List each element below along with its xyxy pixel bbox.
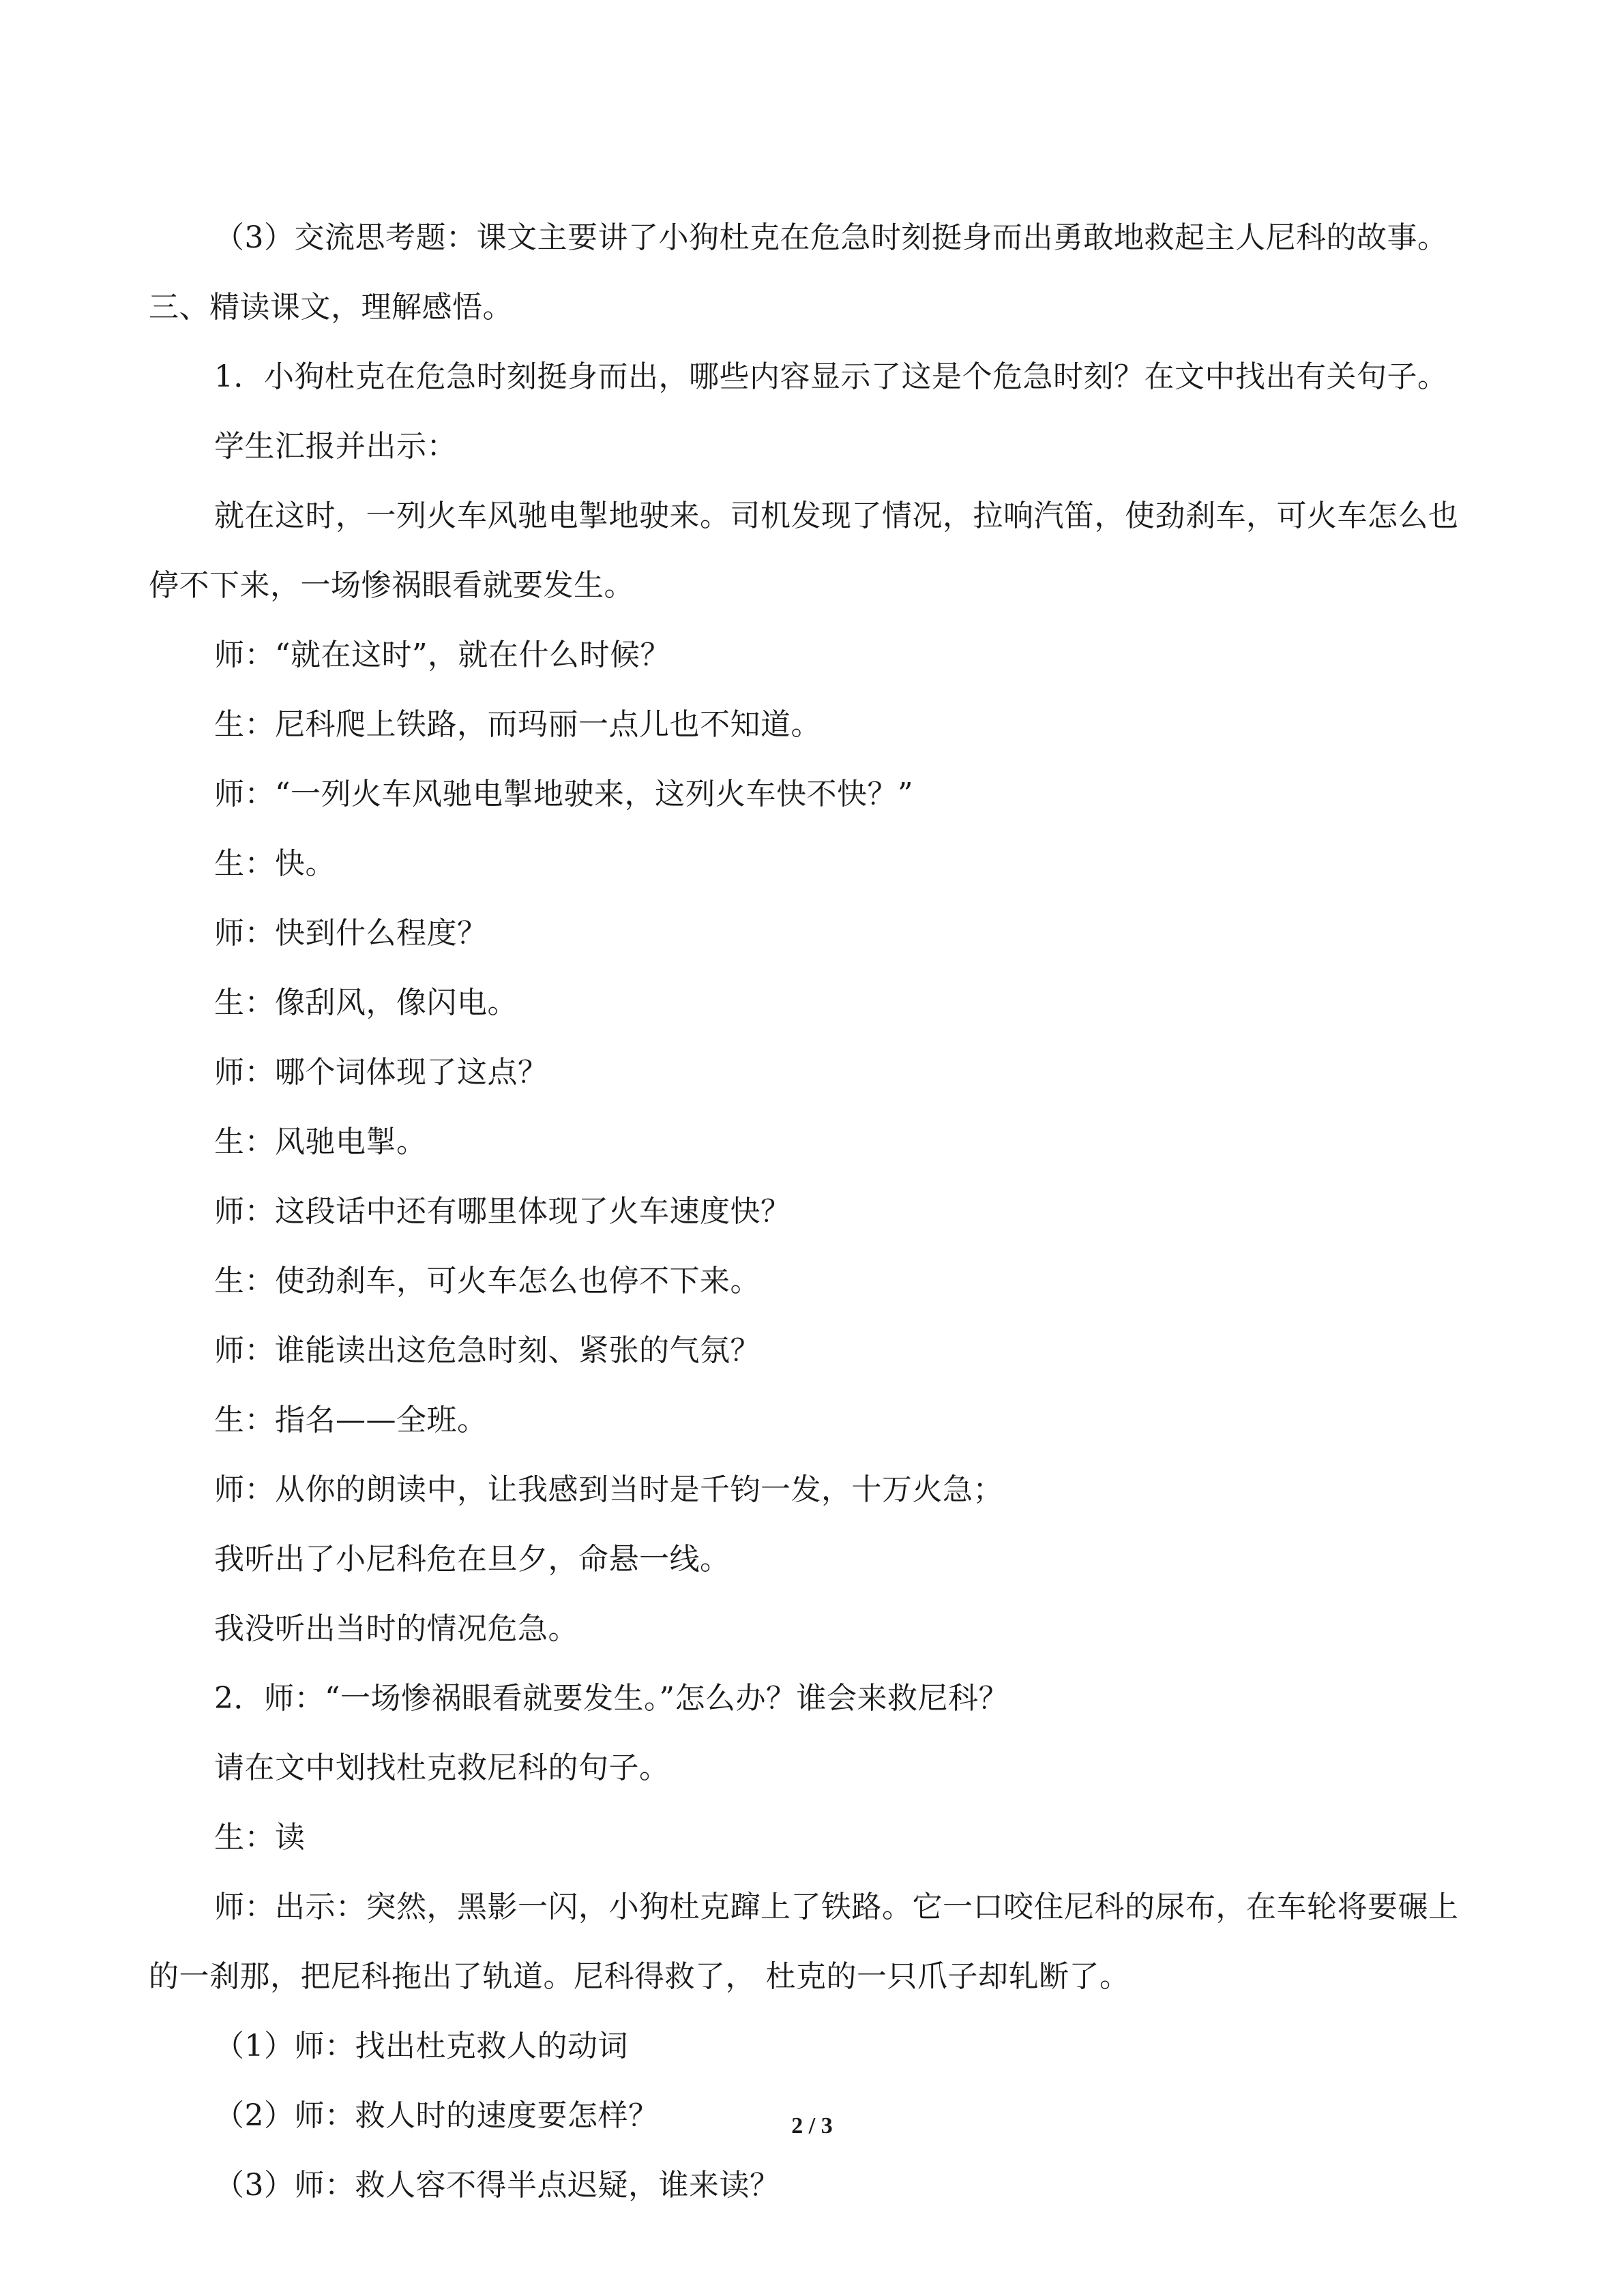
sub-question-2: （2）师：救人时的速度要怎样？ <box>214 2098 659 2133</box>
paragraph-quoted-text-train: 就在这时，一列火车风驰电掣地驶来。司机发现了情况，拉响汽笛，使劲刹车，可火车怎么也停不下来，一场惨祸眼看就要发生。 <box>149 498 1459 603</box>
paragraph-student-report: 学生汇报并出示： <box>214 429 457 464</box>
paragraph-instruction: 请在文中划找杜克救尼科的句子。 <box>214 1750 670 1785</box>
dialogue-line: 生：风驰电掣。 <box>214 1124 427 1159</box>
dialogue-line: 师：谁能读出这危急时刻、紧张的气氛？ <box>214 1333 761 1368</box>
dialogue-line: 师：从你的朗读中，让我感到当时是千钧一发，十万火急； <box>214 1472 1003 1507</box>
sub-question-1: （1）师：找出杜克救人的动词 <box>214 2029 628 2063</box>
paragraph-discussion-question-3: （3）交流思考题：课文主要讲了小狗杜克在危急时刻挺身而出勇敢地救起主人尼科的故事。 <box>214 220 1448 255</box>
section-heading-intensive-reading: 三、精读课文，理解感悟。 <box>149 290 513 325</box>
dialogue-line: 师：哪个词体现了这点？ <box>214 1055 548 1090</box>
dialogue-line: 生：像刮风，像闪电。 <box>214 985 518 1020</box>
paragraph-question-2: 2．师：“一场惨祸眼看就要发生。”怎么办？谁会来救尼科？ <box>214 1681 1009 1716</box>
dialogue-line: 我没听出当时的情况危急。 <box>214 1611 578 1646</box>
paragraph-quoted-text-rescue: 师：出示：突然，黑影一闪，小狗杜克蹿上了铁路。它一口咬住尼科的尿布，在车轮将要碾上的一刹那，把尼科拖出了轨道。尼科得救了， 杜克的一只爪子却轧断了。 <box>149 1890 1459 1994</box>
dialogue-line: 师：“就在这时”，就在什么时候？ <box>214 638 670 672</box>
document-body <box>149 203 1476 2220</box>
page-number: 2 / 3 <box>791 2113 833 2138</box>
dialogue-line: 生：指名——全班。 <box>214 1403 488 1437</box>
dialogue-line: 生：快。 <box>214 846 336 881</box>
dialogue-line: 生：使劲刹车，可火车怎么也停不下来。 <box>214 1264 761 1298</box>
dialogue-line: 生：尼科爬上铁路，而玛丽一点儿也不知道。 <box>214 707 821 742</box>
paragraph-question-1: 1．小狗杜克在危急时刻挺身而出，哪些内容显示了这是个危急时刻？在文中找出有关句子。 <box>214 359 1448 394</box>
dialogue-line: 师：快到什么程度？ <box>214 916 488 951</box>
sub-question-3: （3）师：救人容不得半点迟疑，谁来读？ <box>214 2168 780 2203</box>
dialogue-line: 我听出了小尼科危在旦夕，命悬一线。 <box>214 1542 730 1577</box>
dialogue-line: 师：“一列火车风驰电掣地驶来，这列火车快不快？” <box>214 777 913 811</box>
dialogue-line: 生：读 <box>214 1820 306 1855</box>
dialogue-line: 师：这段话中还有哪里体现了火车速度快？ <box>214 1194 791 1229</box>
